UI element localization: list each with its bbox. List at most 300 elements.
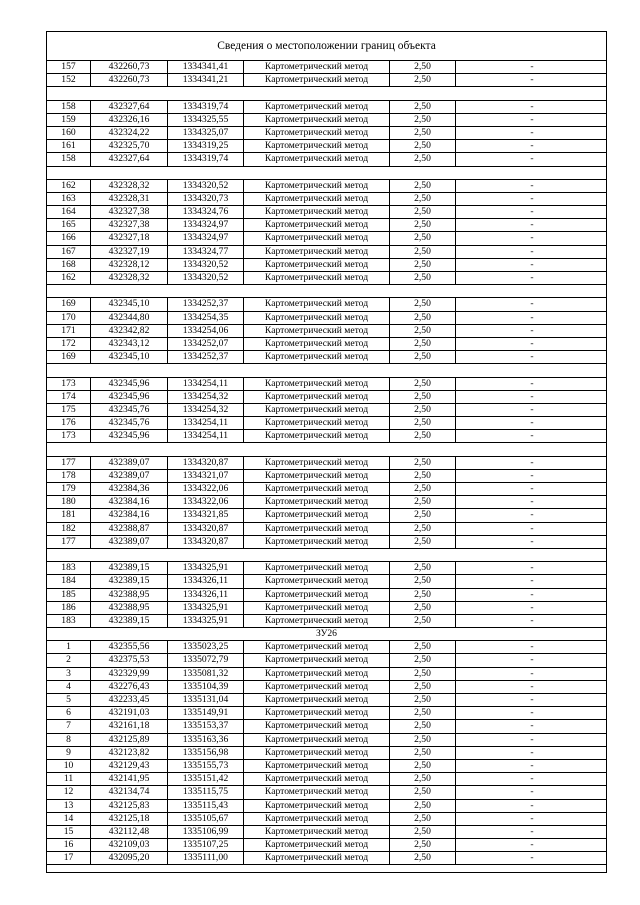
method-cell: Картометрический метод (244, 259, 390, 271)
point-number: 162 (47, 272, 91, 284)
y-coordinate: 1334254,32 (168, 391, 244, 403)
method-cell: Картометрический метод (244, 417, 390, 429)
table-row (47, 114, 606, 127)
note-cell: - (530, 694, 534, 705)
point-number: 162 (47, 180, 91, 192)
x-coordinate: 432233,45 (91, 694, 168, 706)
point-number: 163 (47, 193, 91, 205)
y-coordinate: 1335131,04 (168, 694, 244, 706)
table-row (47, 707, 606, 720)
point-number: 175 (47, 404, 91, 416)
method-cell: Картометрический метод (244, 193, 390, 205)
method-cell: Картометрический метод (244, 351, 390, 363)
separator-row (47, 167, 606, 180)
x-coordinate: 432345,10 (91, 351, 168, 363)
note-cell: - (530, 456, 534, 468)
table-row (47, 127, 606, 140)
point-number: 181 (47, 509, 91, 521)
accuracy-cell: 2,50 (390, 654, 456, 666)
accuracy-cell: 2,50 (390, 140, 456, 152)
y-coordinate: 1334254,11 (168, 430, 244, 442)
y-coordinate: 1335156,98 (168, 747, 244, 759)
table-row (47, 351, 606, 364)
accuracy-cell: 2,50 (390, 101, 456, 113)
x-coordinate: 432389,07 (91, 470, 168, 482)
method-cell: Картометрический метод (244, 654, 390, 666)
y-coordinate: 1334326,11 (168, 575, 244, 587)
accuracy-cell: 2,50 (390, 852, 456, 864)
accuracy-cell: 2,50 (390, 734, 456, 746)
x-coordinate: 432191,03 (91, 707, 168, 719)
table-row (47, 483, 606, 496)
accuracy-cell: 2,50 (390, 760, 456, 772)
point-number: 161 (47, 140, 91, 152)
table-row (47, 180, 606, 193)
x-coordinate: 432125,83 (91, 800, 168, 812)
method-cell: Картометрический метод (244, 602, 390, 614)
accuracy-cell: 2,50 (390, 509, 456, 521)
y-coordinate: 1334324,77 (168, 246, 244, 258)
note-cell: - (530, 324, 534, 336)
x-coordinate: 432161,18 (91, 720, 168, 732)
accuracy-cell: 2,50 (390, 496, 456, 508)
table-row (47, 509, 606, 522)
accuracy-cell: 2,50 (390, 589, 456, 601)
x-coordinate: 432123,82 (91, 747, 168, 759)
method-cell: Картометрический метод (244, 496, 390, 508)
accuracy-cell: 2,50 (390, 839, 456, 851)
table-row (47, 813, 606, 826)
method-cell: Картометрический метод (244, 720, 390, 732)
note-cell: - (530, 377, 534, 389)
y-coordinate: 1335151,42 (168, 773, 244, 785)
table-title: Сведения о местоположении границ объекта (47, 32, 606, 61)
point-number: 186 (47, 602, 91, 614)
x-coordinate: 432388,95 (91, 589, 168, 601)
table-row (47, 800, 606, 813)
y-coordinate: 1334320,73 (168, 193, 244, 205)
y-coordinate: 1334320,87 (168, 457, 244, 469)
accuracy-cell: 2,50 (390, 417, 456, 429)
accuracy-cell: 2,50 (390, 668, 456, 680)
x-coordinate: 432355,56 (91, 641, 168, 653)
x-coordinate: 432388,87 (91, 523, 168, 535)
y-coordinate: 1334321,07 (168, 470, 244, 482)
y-coordinate: 1334252,37 (168, 351, 244, 363)
note-cell: - (530, 667, 534, 679)
note-cell: - (530, 641, 534, 653)
note-cell: - (530, 140, 534, 152)
point-number: 2 (47, 654, 91, 666)
accuracy-cell: 2,50 (390, 404, 456, 416)
y-coordinate: 1334320,52 (168, 180, 244, 192)
y-coordinate: 1334324,97 (168, 232, 244, 244)
y-coordinate: 1335163,36 (168, 734, 244, 746)
note-cell: - (530, 496, 534, 508)
table-row (47, 272, 606, 285)
x-coordinate: 432388,95 (91, 602, 168, 614)
method-cell: Картометрический метод (244, 509, 390, 521)
table-row (47, 786, 606, 799)
method-cell: Картометрический метод (244, 760, 390, 772)
method-cell: Картометрический метод (244, 180, 390, 192)
y-coordinate: 1335111,00 (168, 852, 244, 864)
table-body (47, 61, 606, 865)
accuracy-cell: 2,50 (390, 430, 456, 442)
note-cell: - (530, 483, 534, 494)
x-coordinate: 432389,15 (91, 615, 168, 627)
table-row (47, 536, 606, 549)
x-coordinate: 432328,32 (91, 272, 168, 284)
y-coordinate: 1335072,79 (168, 654, 244, 666)
table-row (47, 193, 606, 206)
point-number: 158 (47, 101, 91, 113)
note-cell: - (530, 746, 534, 758)
y-coordinate: 1334319,25 (168, 140, 244, 152)
accuracy-cell: 2,50 (390, 773, 456, 785)
note-cell: - (530, 74, 534, 86)
y-coordinate: 1335115,75 (168, 786, 244, 798)
point-number: 176 (47, 417, 91, 429)
point-number: 7 (47, 720, 91, 732)
note-cell: - (530, 707, 534, 719)
y-coordinate: 1334319,74 (168, 101, 244, 113)
y-coordinate: 1335105,67 (168, 813, 244, 825)
note-cell: - (530, 522, 534, 534)
table-row (47, 153, 606, 166)
separator-row (47, 87, 606, 100)
note-cell: - (530, 219, 534, 231)
method-cell: Картометрический метод (244, 325, 390, 337)
note-cell: - (530, 351, 534, 363)
note-cell: - (530, 272, 534, 283)
method-cell: Картометрический метод (244, 391, 390, 403)
table-row (47, 430, 606, 443)
x-coordinate: 432345,96 (91, 391, 168, 403)
table-row (47, 74, 606, 87)
method-cell: Картометрический метод (244, 140, 390, 152)
note-cell: - (530, 588, 534, 600)
table-row (47, 140, 606, 153)
method-cell: Картометрический метод (244, 813, 390, 825)
table-row (47, 773, 606, 786)
point-number: 10 (47, 760, 91, 772)
accuracy-cell: 2,50 (390, 180, 456, 192)
accuracy-cell: 2,50 (390, 536, 456, 548)
point-number: 179 (47, 483, 91, 495)
method-cell: Картометрический метод (244, 219, 390, 231)
point-number: 165 (47, 219, 91, 231)
y-coordinate: 1334324,97 (168, 219, 244, 231)
method-cell: Картометрический метод (244, 457, 390, 469)
note-cell: - (530, 298, 534, 310)
table-row (47, 523, 606, 536)
method-cell: Картометрический метод (244, 668, 390, 680)
table-row (47, 325, 606, 338)
x-coordinate: 432327,38 (91, 206, 168, 218)
method-cell: Картометрический метод (244, 470, 390, 482)
note-cell: - (530, 126, 534, 138)
point-number: 16 (47, 839, 91, 851)
x-coordinate: 432343,12 (91, 338, 168, 350)
x-coordinate: 432327,18 (91, 232, 168, 244)
point-number: 159 (47, 114, 91, 126)
method-cell: Картометрический метод (244, 839, 390, 851)
y-coordinate: 1334325,91 (168, 562, 244, 574)
y-coordinate: 1334325,91 (168, 615, 244, 627)
method-cell: Картометрический метод (244, 312, 390, 324)
note-cell: - (530, 100, 534, 112)
point-number: 171 (47, 325, 91, 337)
y-coordinate: 1334325,91 (168, 602, 244, 614)
point-number: 170 (47, 312, 91, 324)
y-coordinate: 1335104,39 (168, 681, 244, 693)
y-coordinate: 1334324,76 (168, 206, 244, 218)
method-cell: Картометрический метод (244, 153, 390, 165)
note-cell: - (530, 654, 534, 666)
x-coordinate: 432260,73 (91, 61, 168, 73)
accuracy-cell: 2,50 (390, 272, 456, 284)
method-cell: Картометрический метод (244, 298, 390, 310)
note-cell: - (530, 311, 534, 323)
table-row (47, 61, 606, 74)
y-coordinate: 1334321,85 (168, 509, 244, 521)
separator-row (47, 549, 606, 562)
y-coordinate: 1334326,11 (168, 589, 244, 601)
x-coordinate: 432326,16 (91, 114, 168, 126)
point-number: 167 (47, 246, 91, 258)
y-coordinate: 1334254,06 (168, 325, 244, 337)
method-cell: Картометрический метод (244, 338, 390, 350)
point-number: 169 (47, 298, 91, 310)
y-coordinate: 1334322,06 (168, 496, 244, 508)
note-cell: - (530, 812, 534, 824)
note-cell: - (530, 192, 534, 204)
y-coordinate: 1334320,87 (168, 523, 244, 535)
point-number: 15 (47, 826, 91, 838)
table-row (47, 694, 606, 707)
table-row (47, 259, 606, 272)
point-number: 158 (47, 153, 91, 165)
accuracy-cell: 2,50 (390, 826, 456, 838)
point-number: 17 (47, 852, 91, 864)
accuracy-cell: 2,50 (390, 641, 456, 653)
method-cell: Картометрический метод (244, 773, 390, 785)
point-number: 166 (47, 232, 91, 244)
method-cell: Картометрический метод (244, 826, 390, 838)
table-row (47, 338, 606, 351)
y-coordinate: 1335107,25 (168, 839, 244, 851)
method-cell: Картометрический метод (244, 74, 390, 86)
separator-row (47, 285, 606, 298)
note-cell: - (530, 258, 534, 270)
y-coordinate: 1334325,07 (168, 127, 244, 139)
table-row (47, 404, 606, 417)
table-row (47, 720, 606, 733)
point-number: 12 (47, 786, 91, 798)
table-row (47, 219, 606, 232)
accuracy-cell: 2,50 (390, 193, 456, 205)
x-coordinate: 432384,36 (91, 483, 168, 495)
table-row (47, 206, 606, 219)
y-coordinate: 1334252,07 (168, 338, 244, 350)
note-cell: - (530, 773, 534, 785)
point-number: 8 (47, 734, 91, 746)
method-cell: Картометрический метод (244, 127, 390, 139)
y-coordinate: 1335081,32 (168, 668, 244, 680)
x-coordinate: 432141,95 (91, 773, 168, 785)
point-number: 1 (47, 641, 91, 653)
y-coordinate: 1334254,35 (168, 312, 244, 324)
method-cell: Картометрический метод (244, 114, 390, 126)
x-coordinate: 432327,64 (91, 153, 168, 165)
note-cell: - (530, 113, 534, 125)
x-coordinate: 432125,18 (91, 813, 168, 825)
x-coordinate: 432260,73 (91, 74, 168, 86)
x-coordinate: 432324,22 (91, 127, 168, 139)
section-label: ЗУ26 (316, 628, 337, 640)
table-row (47, 852, 606, 865)
accuracy-cell: 2,50 (390, 391, 456, 403)
point-number: 178 (47, 470, 91, 482)
y-coordinate: 1334254,32 (168, 404, 244, 416)
accuracy-cell: 2,50 (390, 351, 456, 363)
x-coordinate: 432328,12 (91, 259, 168, 271)
accuracy-cell: 2,50 (390, 562, 456, 574)
point-number: 6 (47, 707, 91, 719)
accuracy-cell: 2,50 (390, 786, 456, 798)
separator-row (47, 443, 606, 456)
note-cell: - (530, 852, 534, 864)
accuracy-cell: 2,50 (390, 246, 456, 258)
point-number: 182 (47, 523, 91, 535)
point-number: 4 (47, 681, 91, 693)
x-coordinate: 432095,20 (91, 852, 168, 864)
table-row (47, 839, 606, 852)
table-row (47, 417, 606, 430)
point-number: 160 (47, 127, 91, 139)
method-cell: Картометрический метод (244, 615, 390, 627)
y-coordinate: 1335106,99 (168, 826, 244, 838)
x-coordinate: 432345,96 (91, 430, 168, 442)
method-cell: Картометрический метод (244, 562, 390, 574)
note-cell: - (530, 720, 534, 732)
accuracy-cell: 2,50 (390, 720, 456, 732)
y-coordinate: 1335149,91 (168, 707, 244, 719)
table-row (47, 760, 606, 773)
point-number: 164 (47, 206, 91, 218)
accuracy-cell: 2,50 (390, 74, 456, 86)
accuracy-cell: 2,50 (390, 800, 456, 812)
table-row (47, 470, 606, 483)
accuracy-cell: 2,50 (390, 523, 456, 535)
x-coordinate: 432389,07 (91, 457, 168, 469)
method-cell: Картометрический метод (244, 694, 390, 706)
point-number: 157 (47, 61, 91, 73)
note-cell: - (530, 601, 534, 613)
x-coordinate: 432129,43 (91, 760, 168, 772)
accuracy-cell: 2,50 (390, 338, 456, 350)
table-row (47, 589, 606, 602)
table-row (47, 562, 606, 575)
note-cell: - (530, 535, 534, 547)
note-cell: - (530, 390, 534, 402)
accuracy-cell: 2,50 (390, 457, 456, 469)
note-cell: - (530, 153, 534, 165)
table-row (47, 312, 606, 325)
table-row (47, 602, 606, 615)
y-coordinate: 1334320,52 (168, 259, 244, 271)
note-cell: - (530, 799, 534, 811)
y-coordinate: 1334319,74 (168, 153, 244, 165)
note-cell: - (530, 337, 534, 349)
note-cell: - (530, 509, 534, 521)
point-number: 169 (47, 351, 91, 363)
table-row (47, 496, 606, 509)
table-row (47, 641, 606, 654)
x-coordinate: 432389,15 (91, 562, 168, 574)
method-cell: Картометрический метод (244, 800, 390, 812)
note-cell: - (530, 430, 534, 442)
y-coordinate: 1334254,11 (168, 378, 244, 390)
accuracy-cell: 2,50 (390, 483, 456, 495)
x-coordinate: 432327,38 (91, 219, 168, 231)
table-row (47, 681, 606, 694)
point-number: 11 (47, 773, 91, 785)
table-row (47, 747, 606, 760)
note-cell: - (530, 179, 534, 191)
x-coordinate: 432344,80 (91, 312, 168, 324)
method-cell: Картометрический метод (244, 430, 390, 442)
note-cell: - (530, 786, 534, 798)
accuracy-cell: 2,50 (390, 61, 456, 73)
method-cell: Картометрический метод (244, 101, 390, 113)
table-row (47, 378, 606, 391)
note-cell: - (530, 839, 534, 851)
accuracy-cell: 2,50 (390, 602, 456, 614)
note-cell: - (530, 680, 534, 692)
method-cell: Картометрический метод (244, 246, 390, 258)
method-cell: Картометрический метод (244, 483, 390, 495)
y-coordinate: 1334320,52 (168, 272, 244, 284)
y-coordinate: 1334341,21 (168, 74, 244, 86)
table-row (47, 232, 606, 245)
x-coordinate: 432134,74 (91, 786, 168, 798)
method-cell: Картометрический метод (244, 747, 390, 759)
accuracy-cell: 2,50 (390, 153, 456, 165)
note-cell: - (530, 206, 534, 218)
table-row (47, 101, 606, 114)
point-number: 14 (47, 813, 91, 825)
note-cell: - (530, 575, 534, 587)
y-coordinate: 1335155,73 (168, 760, 244, 772)
x-coordinate: 432389,07 (91, 536, 168, 548)
y-coordinate: 1334322,06 (168, 483, 244, 495)
point-number: 183 (47, 615, 91, 627)
accuracy-cell: 2,50 (390, 298, 456, 310)
note-cell: - (530, 417, 534, 429)
method-cell: Картометрический метод (244, 734, 390, 746)
accuracy-cell: 2,50 (390, 312, 456, 324)
point-number: 172 (47, 338, 91, 350)
table-row (47, 575, 606, 588)
y-coordinate: 1335023,25 (168, 641, 244, 653)
x-coordinate: 432345,10 (91, 298, 168, 310)
point-number: 180 (47, 496, 91, 508)
point-number: 168 (47, 259, 91, 271)
accuracy-cell: 2,50 (390, 259, 456, 271)
table-row (47, 826, 606, 839)
